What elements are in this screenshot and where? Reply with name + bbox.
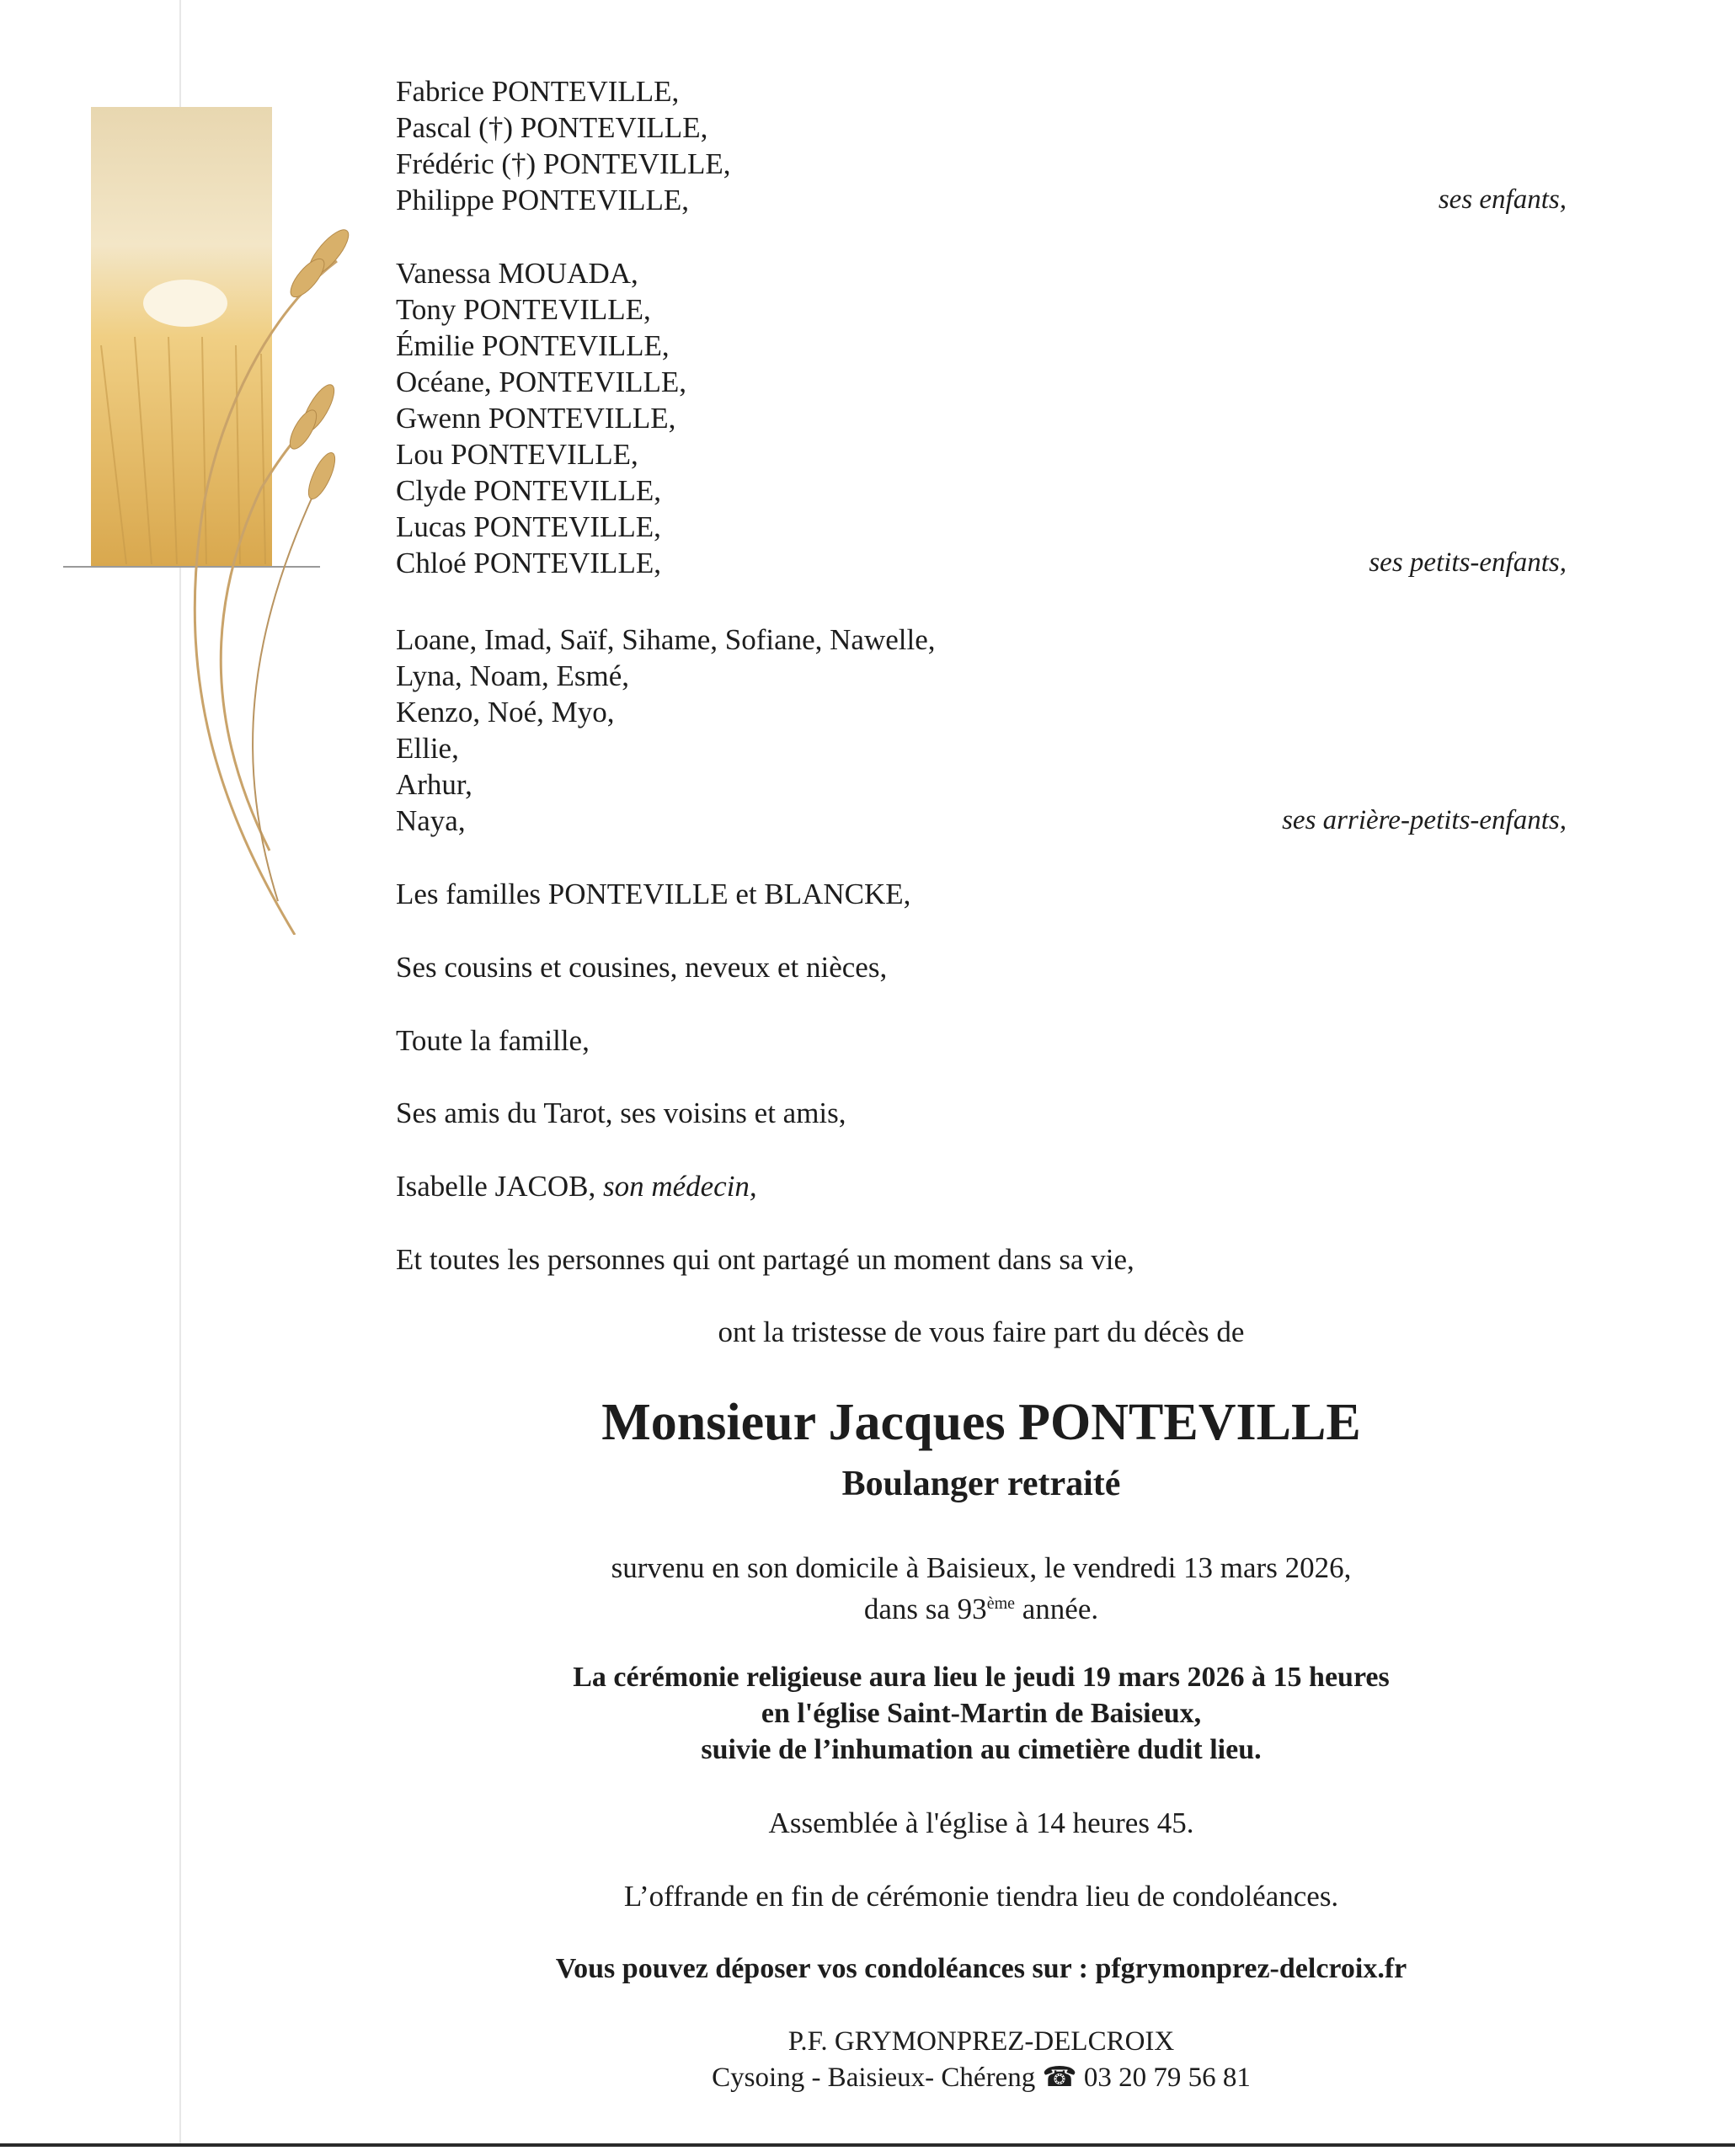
deceased-name: Monsieur Jacques PONTEVILLE — [601, 1394, 1361, 1451]
ceremony-line-1: La cérémonie religieuse aura lieu le jeudi 19 mars 2026 à 15 heures — [573, 1662, 1390, 1693]
assembly-line: Assemblée à l'église à 14 heures 45. — [768, 1806, 1194, 1839]
child-name: Philippe PONTEVILLE, — [396, 184, 690, 216]
funeral-home-contact — [396, 2060, 1567, 2096]
doctor-name: Isabelle JACOB, — [396, 1170, 596, 1203]
grandchild-name: Tony PONTEVILLE, — [396, 293, 651, 326]
doctor-line — [396, 1168, 757, 1204]
grandchild-name: Océane, PONTEVILLE, — [396, 366, 687, 398]
everyone-line: Et toutes les personnes qui ont partagé un moment dans sa vie, — [396, 1243, 1134, 1276]
children-role: ses enfants, — [1438, 184, 1567, 215]
child-name: Fabrice PONTEVILLE, — [396, 75, 680, 108]
great-grandchildren-role: ses arrière-petits-enfants, — [1282, 805, 1567, 835]
child-name: Pascal (†) PONTEVILLE, — [396, 111, 708, 144]
ceremony-line-2: en l'église Saint-Martin de Baisieux, — [761, 1698, 1202, 1729]
bottom-border — [0, 2143, 1735, 2147]
condolences-line: Vous pouvez déposer vos condoléances sur : pfgrymonprez-delcroix.fr — [555, 1953, 1407, 1984]
funeral-home-name: P.F. GRYMONPREZ-DELCROIX — [787, 2026, 1175, 2057]
announcement: ont la tristesse de vous faire part du décès de — [718, 1315, 1245, 1348]
great-grandchild-names: Kenzo, Noé, Myo, — [396, 696, 615, 728]
great-grandchild-names: Lyna, Noam, Esmé, — [396, 659, 630, 692]
grandchild-name: Vanessa MOUADA, — [396, 257, 638, 290]
families-line: Les familles PONTEVILLE et BLANCKE, — [396, 878, 911, 910]
great-grandchild-names: Ellie, — [396, 732, 459, 765]
phone-icon: ☎ — [1042, 2063, 1077, 2093]
whole-family-line: Toute la famille, — [396, 1024, 590, 1057]
age-line — [396, 1586, 1567, 1627]
deceased-profession: Boulanger retraité — [841, 1465, 1121, 1503]
child-name: Frédéric (†) PONTEVILLE, — [396, 147, 731, 180]
age-superscript: ème — [986, 1594, 1015, 1613]
great-grandchild-names: Arhur, — [396, 768, 472, 801]
grandchild-name: Émilie PONTEVILLE, — [396, 329, 670, 362]
grandchild-name: Chloé PONTEVILLE, — [396, 547, 661, 579]
age-prefix: dans sa 93 — [863, 1593, 987, 1625]
cousins-line: Ses cousins et cousines, neveux et nièces, — [396, 951, 888, 984]
grandchild-name: Clyde PONTEVILLE, — [396, 474, 661, 507]
grandchild-name: Lou PONTEVILLE, — [396, 438, 638, 471]
grandchild-name: Lucas PONTEVILLE, — [396, 510, 661, 543]
wheat-field-illustration — [51, 93, 371, 935]
great-grandchild-names: Loane, Imad, Saïf, Sihame, Sofiane, Nawelle, — [396, 623, 936, 656]
friends-line: Ses amis du Tarot, ses voisins et amis, — [396, 1097, 846, 1129]
ceremony-line-3: suivie de l’inhumation au cimetière dudit lieu. — [701, 1734, 1262, 1765]
grandchild-name: Gwenn PONTEVILLE, — [396, 402, 676, 435]
funeral-home-phone: 03 20 79 56 81 — [1083, 2063, 1251, 2093]
funeral-home-locations: Cysoing - Baisieux- Chéreng — [712, 2063, 1036, 2093]
age-suffix: année. — [1015, 1593, 1099, 1625]
great-grandchild-names: Naya, — [396, 804, 466, 837]
death-details: survenu en son domicile à Baisieux, le vendredi 13 mars 2026, — [611, 1551, 1352, 1584]
offering-line: L’offrande en fin de cérémonie tiendra lieu de condoléances. — [623, 1880, 1339, 1913]
grandchildren-role: ses petits-enfants, — [1369, 547, 1567, 578]
doctor-role: son médecin, — [602, 1170, 757, 1203]
